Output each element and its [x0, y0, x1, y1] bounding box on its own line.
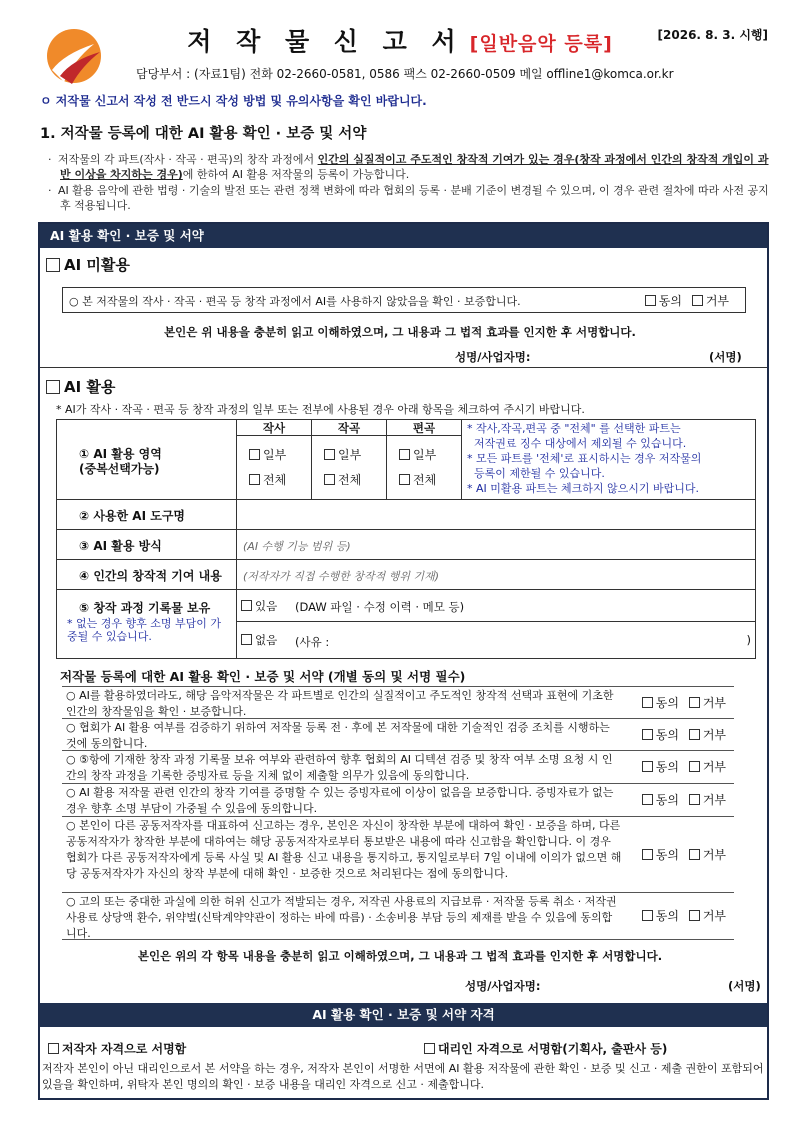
records-no-reason: (사유 :	[295, 635, 330, 649]
human-contribution-input[interactable]	[237, 560, 755, 590]
lyrics-options	[237, 436, 312, 500]
row3-hint: (AI 수행 기능 범위 등)	[243, 540, 351, 553]
pledge-consent	[642, 759, 726, 775]
row5-label: ⑤ 창작 과정 기록물 보유	[79, 601, 211, 615]
ai-tool-input[interactable]	[237, 500, 755, 530]
title-main: 저 작 물 신 고 서	[187, 27, 464, 56]
note-line-3: * 모든 파트를 '전체'로 표시하시는 경우 저작물의	[467, 452, 702, 465]
records-yes-row	[237, 590, 755, 622]
agree-checkbox[interactable]	[642, 761, 653, 772]
row3-label-cell	[57, 530, 237, 560]
pledge-item-5	[62, 816, 734, 892]
disagree-checkbox[interactable]	[689, 910, 700, 921]
qual-agent-option[interactable]	[424, 1040, 667, 1057]
disagree-label: 거부	[702, 793, 726, 807]
no-ai-checkbox[interactable]	[46, 258, 60, 272]
title-sub: [일반음악 등록]	[469, 33, 613, 55]
qual-text: 저작자 본인이 아닌 대리인으로서 본 서약을 하는 경우, 저작자 본인이 서명한 서면에 AI 활용 저작물에 관한 확인 · 보증 및 신고 · 제출 권한이 포함되어 있을을 확인하며, 위탁자 본인 명의의 확인 · 보증 내용을 대리인 자격으로 신고 · 제출합니다.	[42, 1062, 764, 1091]
agree-checkbox[interactable]	[642, 697, 653, 708]
arrange-all-checkbox[interactable]	[399, 474, 410, 485]
agree-label: 동의	[655, 848, 679, 862]
qual-author-option[interactable]	[48, 1040, 186, 1057]
disagree-checkbox[interactable]	[689, 761, 700, 772]
pledge-text: ○ ⑤항에 기재한 창작 과정 기록물 보유 여부와 관련하여 향후 협회의 AI 디텍션 검증 및 창작 여부 소명 요청 시 인간의 창작 과정을 기록한 증빙자료 등을 지체 없이 제출할 의무가 있음에 동의합니다.	[66, 753, 613, 782]
agree-checkbox[interactable]	[642, 910, 653, 921]
option-label: 전체	[338, 473, 362, 487]
option-label: 일부	[338, 448, 362, 462]
option-label: 일부	[263, 448, 287, 462]
bullet-1-text-b: 에 한하여 AI 활용 저작물의 등록이 가능합니다.	[182, 168, 410, 181]
lyrics-all[interactable]	[249, 471, 286, 488]
no-ai-confirm: 본인은 위 내용을 충분히 읽고 이해하였으며, 그 내용과 그 법적 효과를 인지한 후 서명합니다.	[164, 325, 636, 339]
option-label: 전체	[413, 473, 437, 487]
ai-method-input[interactable]	[237, 530, 755, 560]
agree-label: 동의	[655, 696, 679, 710]
no-ai-statement: ○ 본 저작물의 작사 · 작곡 · 편곡 등 창작 과정에서 AI를 사용하지 않았음을 확인 · 보증합니다.	[69, 295, 521, 308]
pledge-consent	[642, 908, 726, 924]
records-no[interactable]	[241, 632, 277, 648]
row4-hint: (저작자가 직접 수행한 창작적 행위 기재)	[243, 570, 440, 583]
no-ai-statement-box	[62, 287, 746, 313]
pledge-consent	[642, 792, 726, 808]
col-lyrics: 작사	[237, 420, 312, 436]
records-no-row	[237, 622, 755, 658]
agree-checkbox[interactable]	[642, 729, 653, 740]
pledge-text: ○ 본인이 다른 공동저작자를 대표하여 신고하는 경우, 본인은 자신이 창작한 부분에 대하여 확인 · 보증을 하며, 다른 공동저작자가 창작한 부분에 대하여는 해당 공동저작자로부터 통보받은 내용에 따라 신고함을 확인합니다. 이 경우 협회가 다른 공동저작자에게 등록 사실 및 AI 활용 신고 내용을 통지하고, 통지일로부터 7일 이내에 이의가 없으면 해당 공동저작자가 자신의 창작 부분에 대해 확인 · 보증한 것으로 처리된다는 점에 동의합니다.	[66, 819, 622, 880]
records-no-label: 없음	[255, 633, 278, 647]
qual-author-label: 저작자 자격으로 서명함	[62, 1042, 187, 1056]
agree-label: 동의	[655, 909, 679, 923]
bullet-1: · 저작물의 각 파트(작사 · 작곡 · 편곡)의 창작 과정에서 인간의 실질적이고 주도적인 창작적 기여가 있는 경우(창작 과정에서 인간의 창작적 개입이 과반 이상을 차지하는 경우)에 한하여 AI 활용 저작물의 등록이 가능합니다.	[48, 153, 769, 181]
pledge-heading: 저작물 등록에 대한 AI 활용 확인 · 보증 및 서약 (개별 동의 및 서명 필수)	[60, 669, 466, 684]
bullet-1-emphasis: 인간의 실질적이고 주도적인 창작적 기여가 있는 경우(창작 과정에서 인간의 창작적 개입이 과반 이상을 차지하는 경우)	[60, 153, 769, 181]
no-ai-label: AI 미활용	[64, 256, 130, 274]
agree-checkbox[interactable]	[645, 295, 656, 306]
row3-label: ③ AI 활용 방식	[79, 539, 162, 553]
pledge-item-2	[62, 718, 734, 750]
compose-options	[312, 436, 387, 500]
lyrics-all-checkbox[interactable]	[249, 474, 260, 485]
agree-label: 동의	[658, 294, 682, 308]
pledge-text: ○ 고의 또는 중대한 과실에 의한 허위 신고가 적발되는 경우, 저작권 사용료의 지급보류 · 저작물 등록 취소 · 저작권 사용료 상당액 환수, 위약벌(신탁계약약관이 정하는 바에 따름) · 소송비용 부담 등의 제재를 받을 수 있음에 동의합니다.	[66, 895, 617, 940]
contact-info: 담당부서 : (자료1팀) 전화 02-2660-0581, 0586 팩스 02-2660-0509 메일 offline1@komca.or.kr	[136, 67, 674, 81]
records-yes-detail: (DAW 파일 · 수정 이력 · 메모 등)	[295, 600, 465, 614]
no-ai-sign-mark: (서명)	[709, 350, 742, 364]
col-arrange: 편곡	[387, 420, 462, 436]
row1-sub: (중복선택가능)	[79, 462, 160, 476]
pledge-sign-label: 성명/사업자명:	[465, 979, 541, 993]
option-label: 전체	[263, 473, 287, 487]
agree-label: 동의	[655, 793, 679, 807]
box-title-bar: AI 활용 확인 · 보증 및 서약	[40, 224, 767, 248]
qual-agent-checkbox[interactable]	[424, 1043, 435, 1054]
agree-checkbox[interactable]	[642, 849, 653, 860]
section-heading: 1. 저작물 등록에 대한 AI 활용 확인 · 보증 및 서약	[40, 126, 367, 142]
col-compose: 작곡	[312, 420, 387, 436]
divider	[40, 367, 767, 368]
note-line-2: 저작권료 징수 대상에서 제외될 수 있습니다.	[467, 437, 687, 450]
option-label: 일부	[413, 448, 437, 462]
pledge-consent	[642, 847, 726, 863]
arrange-part-checkbox[interactable]	[399, 449, 410, 460]
instruction-notice: ㅇ 저작물 신고서 작성 전 반드시 작성 방법 및 유의사항을 확인 바랍니다.	[40, 94, 427, 108]
row4-label-cell	[57, 560, 237, 590]
ai-instruction: * AI가 작사 · 작곡 · 편곡 등 창작 과정의 일부 또는 전부에 사용된 경우 아래 항목을 체크하여 주시기 바랍니다.	[56, 403, 585, 416]
row4-label: ④ 인간의 창작적 기여 내용	[79, 569, 222, 583]
pledge-confirm: 본인은 위의 각 항목 내용을 충분히 읽고 이해하였으며, 그 내용과 그 법적 효과를 인지한 후 서명합니다.	[137, 949, 663, 963]
pledge-item-1	[62, 686, 734, 718]
disagree-label: 거부	[702, 909, 726, 923]
disagree-label: 거부	[702, 760, 726, 774]
ai-used-label: AI 활용	[64, 378, 116, 396]
agree-label: 동의	[655, 728, 679, 742]
arrange-part[interactable]	[399, 446, 436, 463]
records-yes[interactable]	[241, 598, 277, 614]
pledge-item-3	[62, 750, 734, 783]
records-yes-checkbox[interactable]	[241, 600, 252, 611]
compose-part[interactable]	[324, 446, 361, 463]
row2-label-cell	[57, 500, 237, 530]
row1-label-cell	[57, 420, 237, 500]
pledge-consent	[642, 695, 726, 711]
compose-all-checkbox[interactable]	[324, 474, 335, 485]
note-line-1: * 작사,작곡,편곡 중 "전체" 를 선택한 파트는	[467, 422, 681, 435]
lyrics-part-checkbox[interactable]	[249, 449, 260, 460]
no-ai-option[interactable]	[46, 254, 130, 275]
agree-checkbox[interactable]	[642, 794, 653, 805]
disagree-label: 거부	[705, 294, 729, 308]
disagree-label: 거부	[702, 696, 726, 710]
qual-author-checkbox[interactable]	[48, 1043, 59, 1054]
disagree-checkbox[interactable]	[689, 729, 700, 740]
disagree-checkbox[interactable]	[689, 697, 700, 708]
note-line-5: * AI 미활용 파트는 체크하지 않으시기 바랍니다.	[467, 482, 700, 495]
pledge-item-6	[62, 892, 734, 940]
qualification-title-bar: AI 활용 확인 · 보증 및 서약 자격	[40, 1003, 767, 1027]
compose-part-checkbox[interactable]	[324, 449, 335, 460]
compose-all[interactable]	[324, 471, 361, 488]
pledge-text: ○ AI를 활용하였더라도, 해당 음악저작물은 각 파트별로 인간의 실질적이고 주도적인 창작적 선택과 표현에 기초한 인간의 창작물임을 확인 · 보증합니다.	[66, 689, 614, 718]
ai-pledge-box	[38, 222, 769, 1100]
effective-date: [2026. 8. 3. 시행]	[657, 28, 768, 42]
ai-used-option[interactable]	[46, 376, 115, 397]
pledge-item-4	[62, 783, 734, 816]
qual-agent-label: 대리인 자격으로 서명함(기획사, 출판사 등)	[438, 1042, 668, 1056]
records-no-close: )	[746, 633, 751, 647]
records-yes-label: 있음	[255, 599, 278, 613]
disagree-checkbox[interactable]	[689, 794, 700, 805]
bullet-2: · AI 활용 음악에 관한 법령 · 기술의 발전 또는 관련 정책 변화에 따라 협회의 등록 · 분배 기준이 변경될 수 있으며, 이 경우 관련 절차에 따라 사전 공지 후 적용됩니다.	[48, 184, 769, 212]
bullet-2-text: AI 활용 음악에 관한 법령 · 기술의 발전 또는 관련 정책 변화에 따라 협회의 등록 · 분배 기준이 변경될 수 있으며, 이 경우 관련 절차에 따라 사전 공지 후 적용됩니다.	[58, 184, 769, 212]
bullet-1-text-a: 저작물의 각 파트(작사 · 작곡 · 편곡)의 창작 과정에서	[58, 153, 318, 166]
disagree-checkbox[interactable]	[692, 295, 703, 306]
agree-label: 동의	[655, 760, 679, 774]
row5-label-cell	[57, 590, 237, 658]
row1-notes	[462, 420, 755, 500]
pledge-sign-mark: (서명)	[728, 979, 761, 993]
lyrics-part[interactable]	[249, 446, 286, 463]
disagree-label: 거부	[702, 728, 726, 742]
row1-label: ① AI 활용 영역	[79, 447, 162, 461]
ai-used-checkbox[interactable]	[46, 380, 60, 394]
no-ai-consent	[645, 292, 729, 309]
pledge-text: ○ 협회가 AI 활용 여부를 검증하기 위하여 저작물 등록 전 · 후에 본 저작물에 대한 기술적인 검증 조치를 시행하는 것에 동의합니다.	[66, 721, 610, 750]
pledge-consent	[642, 727, 726, 743]
arrange-options	[387, 436, 462, 500]
disagree-label: 거부	[702, 848, 726, 862]
note-line-4: 등록이 제한될 수 있습니다.	[467, 467, 605, 480]
row2-label: ② 사용한 AI 도구명	[79, 509, 185, 523]
ai-usage-table	[56, 419, 756, 659]
row5-note: * 없는 경우 향후 소명 부담이 가중될 수 있습니다.	[67, 617, 221, 643]
pledge-text: ○ AI 활용 저작물 관련 인간의 창작 기여를 증명할 수 있는 증빙자료에 이상이 없음을 보증합니다. 증빙자료가 없는 경우 향후 소명 부담이 가중될 수 있음에 동의합니다.	[66, 786, 614, 815]
no-ai-sign-label: 성명/사업자명:	[455, 350, 531, 364]
arrange-all[interactable]	[399, 471, 436, 488]
records-no-checkbox[interactable]	[241, 634, 252, 645]
disagree-checkbox[interactable]	[689, 849, 700, 860]
